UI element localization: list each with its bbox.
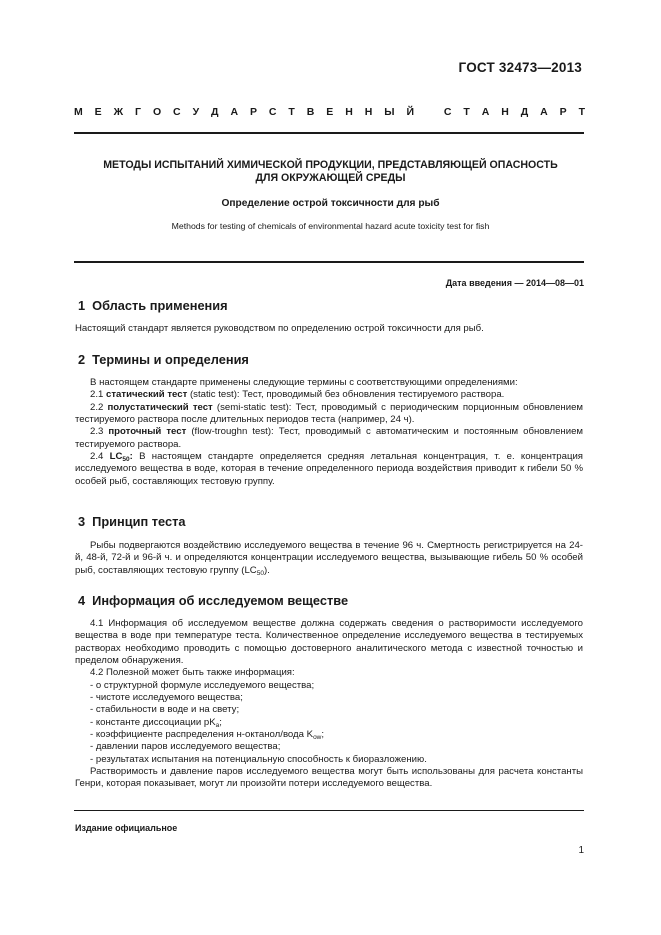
standard-type-letter	[426, 106, 432, 118]
list-item: - результатах испытания на потенциальную способность к биоразложению.	[90, 753, 427, 765]
official-edition-label: Издание официальное	[75, 823, 178, 833]
section-3-body	[75, 540, 583, 577]
standard-type-letter: Е	[326, 106, 334, 118]
list-item	[75, 717, 583, 729]
term-2-4-lc: LC	[109, 451, 123, 463]
section-1-number: 1	[78, 298, 86, 313]
standard-type-spaced	[74, 106, 585, 118]
section-3-text-end: ).	[263, 564, 270, 576]
standard-type-letter: С	[443, 106, 452, 118]
list-item	[75, 729, 583, 741]
section-3-text	[75, 540, 583, 577]
english-title: Methods for testing of chemicals of environmental hazard acute toxicity test for fish	[171, 221, 490, 231]
term-2-2-number: 2.2	[90, 401, 104, 413]
standard-type-letter: Е	[94, 106, 102, 118]
list-item-text: - коэффициенте распределения н-октанол/вода K	[90, 729, 314, 741]
list-item-end: ;	[219, 716, 222, 728]
list-item-text: - константе диссоциации pK	[90, 716, 216, 728]
section-1-text: Настоящий стандарт является руководством по определению острой токсичности для рыб.	[75, 323, 484, 334]
title-line-1: МЕТОДЫ ИСПЫТАНИЙ ХИМИЧЕСКОЙ ПРОДУКЦИИ, ПРЕДСТАВЛЯЮЩЕЙ ОПАСНОСТЬ	[103, 159, 558, 171]
term-2-2-name: полустатический тест	[107, 401, 213, 413]
standard-type-letter: Т	[288, 106, 295, 118]
term-2-1-number: 2.1	[90, 389, 104, 401]
section-4-number: 4	[78, 593, 86, 608]
list-item-end: ;	[321, 729, 325, 741]
section-1-title: Область применения	[92, 298, 228, 313]
section-4-title: Информация об исследуемом веществе	[92, 593, 349, 608]
term-2-1-name: статический тест	[106, 389, 188, 401]
standard-type-letter: Н	[364, 106, 373, 118]
section-4-para-3: Растворимость и давление паров исследуемого вещества могут быть использованы для расчета константы Генри, которая показывает, могут ли произойти потери исследуемого вещества.	[75, 766, 583, 790]
section-3-subscript: 50	[256, 569, 264, 577]
section-4-heading	[78, 593, 348, 608]
title-line-2: ДЛЯ ОКРУЖАЮЩЕЙ СРЕДЫ	[255, 172, 406, 184]
standard-type-letter: Н	[501, 106, 509, 118]
standard-type-letter: Т	[578, 106, 585, 118]
standard-type-letter: А	[540, 106, 548, 118]
standard-type-letter: Ы	[384, 106, 395, 118]
list-item-subscript: ow	[313, 734, 322, 742]
section-3-text-main: Рыбы подвергаются воздействию исследуемого вещества в течение 96 ч. Смертность регистрируется на 24-й, 48-й, 72-й и 96-й ч. и определяются концентрации исследуемого вещества, вызывающие гибель 50 % особей рыб, составляющих тестовую группу (LC	[75, 540, 583, 576]
section-3-number: 3	[78, 514, 86, 529]
term-2-4-name	[110, 451, 133, 462]
title-rule	[74, 261, 584, 263]
introduction-date: Дата введения — 2014—08—01	[445, 278, 584, 288]
standard-type-letter: Р	[559, 106, 567, 118]
term-2-4-number: 2.4	[90, 451, 104, 463]
list-item: - давлении паров исследуемого вещества;	[90, 741, 281, 753]
standard-type-letter: М	[74, 106, 83, 118]
term-2-3-number: 2.3	[90, 426, 104, 438]
section-2-number: 2	[78, 352, 86, 367]
gost-code: ГОСТ 32473—2013	[458, 60, 582, 75]
section-1-heading	[78, 298, 228, 313]
section-1-body	[75, 323, 583, 335]
document-subtitle: Определение острой токсичности для рыб	[221, 198, 440, 209]
standard-type-letter: В	[306, 106, 315, 118]
term-2-4-subscript: 50	[122, 456, 130, 464]
standard-type-letter: Г	[135, 106, 141, 118]
standard-type-letter: Н	[345, 106, 353, 118]
standard-type-letter: Д	[211, 106, 219, 118]
list-item: - чистоте исследуемого вещества;	[90, 692, 243, 704]
term-2-3-name: проточный тест	[108, 426, 187, 438]
section-2-body	[75, 377, 583, 488]
footer-rule	[74, 810, 584, 811]
term-2-4	[75, 451, 583, 488]
section-3-title: Принцип теста	[92, 514, 186, 529]
term-2-4-colon: :	[129, 451, 133, 463]
page-number: 1	[578, 845, 584, 856]
term-2-4-definition: В настоящем стандарте определяется средняя летальная концентрация, т. е. концентрация исследуемого вещества в воде, которая в течение определенного периода воздействия приводит к гибели 50 % особей рыб, составляющих тестовую группу.	[75, 451, 584, 487]
term-2-3	[75, 426, 583, 451]
standard-type-letter: С	[173, 106, 181, 118]
standard-type-letter: Р	[249, 106, 257, 118]
standard-type-letter: Ж	[113, 106, 124, 118]
standard-type-letter: А	[230, 106, 239, 118]
standard-type-letter: Д	[520, 106, 529, 118]
list-item: - стабильности в воде и на свету;	[90, 704, 240, 716]
standard-type-letter: Т	[463, 106, 470, 118]
header-rule	[74, 132, 584, 134]
standard-type-letter: О	[152, 106, 162, 118]
list-item: - о структурной формуле исследуемого вещества;	[90, 679, 315, 691]
section-4-para-1: 4.1 Информация об исследуемом веществе должна содержать сведения о растворимости исследуемого вещества в воде при температуре теста. Количественное определение исследуемого вещества в тестируемых растворах необходимо проводить с помощью достоверного аналитического метода с известной точностью и пределом обнаружения.	[75, 618, 583, 667]
section-4-para-2: 4.2 Полезной может быть также информация:	[90, 667, 295, 679]
section-2-title: Термины и определения	[92, 352, 249, 367]
term-2-2-definition: (semi-static test): Тест, проводимый с периодическим порционным обновлением тестируемого раствора после длительных периодов теста (например, 24 ч).	[75, 401, 584, 426]
document-title	[60, 159, 601, 185]
term-2-1-definition: (static test): Тест, проводимый без обновления тестируемого раствора.	[187, 389, 505, 401]
standard-type-letter: У	[192, 106, 200, 118]
term-2-2	[75, 402, 583, 427]
term-2-1	[75, 389, 583, 401]
section-2-intro: В настоящем стандарте применены следующие термины с соответствующими определениями:	[90, 377, 518, 388]
section-4-body	[75, 618, 583, 791]
standard-type-letter: Й	[406, 106, 414, 118]
term-2-3-definition: (flow-troughn test): Тест, проводимый с автоматическим и постоянным обновлением тестируемого раствора.	[75, 426, 583, 450]
section-3-heading	[78, 514, 185, 529]
standard-type-letter: А	[481, 106, 490, 118]
list-item-subscript: a	[215, 721, 220, 729]
standard-type-letter: С	[268, 106, 277, 118]
section-2-heading	[78, 352, 249, 367]
